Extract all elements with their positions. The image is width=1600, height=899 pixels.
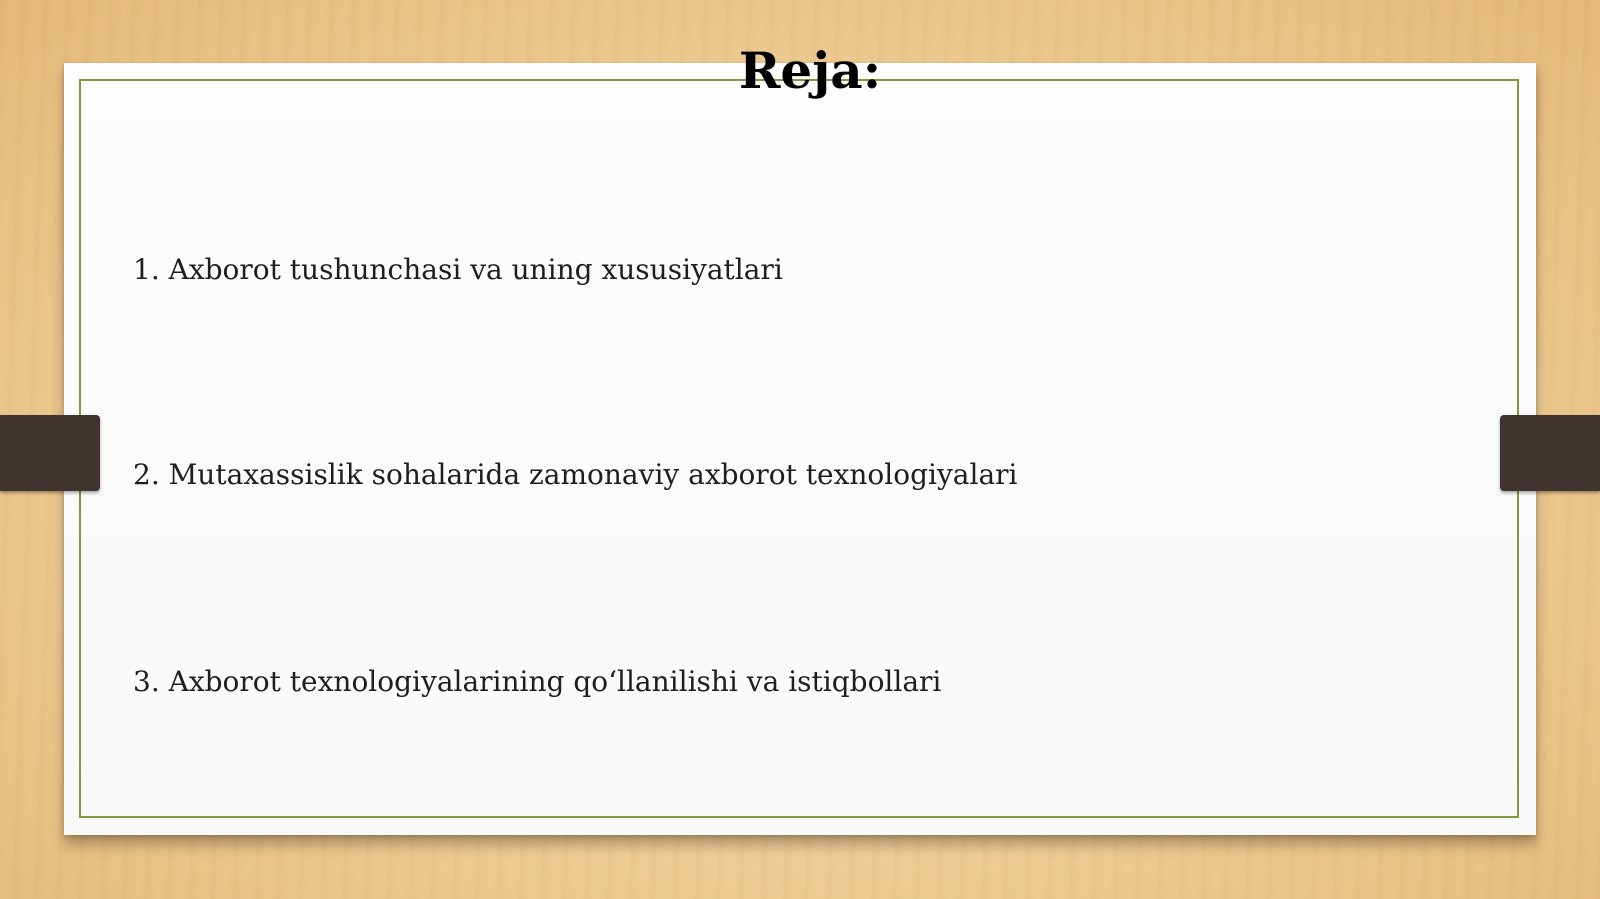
green-frame-border [79,79,1519,818]
list-item-2: 2. Mutaxassislik sohalarida zamonaviy axborot texnologiyalari [133,458,1018,491]
list-item-3: 3. Axborot texnologiyalarining qo‘llanilishi va istiqbollari [133,665,942,698]
right-binder-clip [1500,415,1600,491]
slide-title: Reja: [738,41,882,100]
left-binder-clip [0,415,100,491]
list-item-1: 1. Axborot tushunchasi va uning xususiyatlari [133,253,783,286]
